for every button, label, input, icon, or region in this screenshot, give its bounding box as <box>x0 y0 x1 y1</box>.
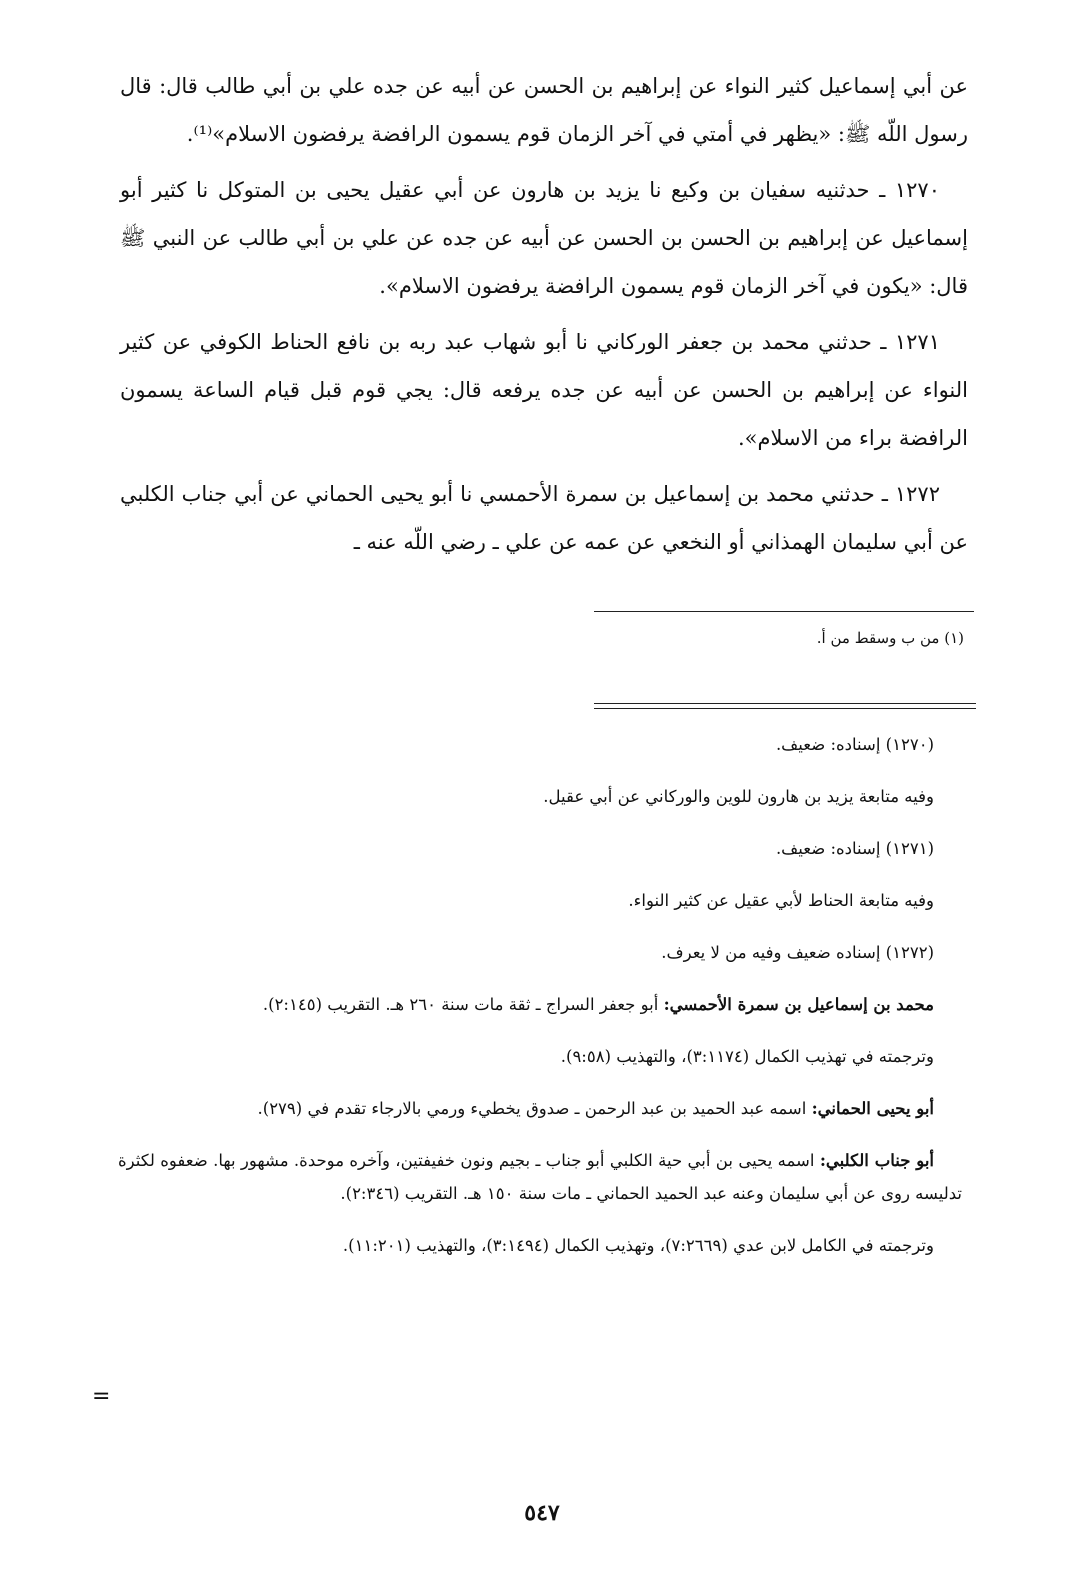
main-paragraph: عن أبي إسماعيل كثير النواء عن إبراهيم بن الحسن عن أبيه عن جده علي بن أبي طالب قال: قال رسول اللّه ﷺ: «يظهر في أمتي في آخر الزمان قوم يسمون الرافضة يرفضون الاسلام»⁽¹⁾. <box>120 74 968 146</box>
note-text: اسمه عبد الحميد بن عبد الرحمن ـ صدوق يخطيء ورمي بالارجاء تقدم في (٢٧٩). <box>257 1099 812 1118</box>
note-text: وفيه متابعة الحناط لأبي عقيل عن كثير النواء. <box>628 891 934 910</box>
note-item <box>118 1229 962 1262</box>
note-text: (١٢٧١) إسناده: ضعيف. <box>775 839 934 858</box>
note-text: أبو جعفر السراج ـ ثقة مات سنة ٢٦٠ هـ. التقريب (٢:١٤٥). <box>262 995 664 1014</box>
note-text: (١٢٧٠) إسناده: ضعيف. <box>775 735 934 754</box>
page-number: ٥٤٧ <box>524 1500 560 1526</box>
note-item <box>118 780 962 813</box>
continuation-mark: = <box>92 1384 111 1409</box>
note-item <box>118 936 962 969</box>
note-item <box>118 1040 962 1073</box>
editor-notes <box>118 728 962 1281</box>
narrator-name: محمد بن إسماعيل بن سمرة الأحمسي: <box>663 995 934 1014</box>
note-item <box>118 884 962 917</box>
footnote-divider <box>594 611 974 612</box>
notes-divider <box>594 703 976 709</box>
hadith-1271: ١٢٧١ ـ حدثني محمد بن جعفر الوركاني نا أبو شهاب عبد ربه بن نافع الحناط الكوفي عن كثير النواء عن إبراهيم بن الحسن عن أبيه عن جده يرفعه قال: يجي قوم قبل قيام الساعة يسمون الرافضة براء من الاسلام». <box>120 330 968 450</box>
note-text: (١٢٧٢) إسناده ضعيف وفيه من لا يعرف. <box>661 943 934 962</box>
note-item <box>118 832 962 865</box>
note-text: وفيه متابعة يزيد بن هارون للوين والوركاني عن أبي عقيل. <box>543 787 934 806</box>
note-text: وترجمته في تهذيب الكمال (٣:١١٧٤)، والتهذيب (٩:٥٨). <box>560 1047 934 1066</box>
hadith-1272: ١٢٧٢ ـ حدثني محمد بن إسماعيل بن سمرة الأحمسي نا أبو يحيى الحماني عن أبي جناب الكلبي عن أبي سليمان الهمذاني أو النخعي عن عمه عن علي ـ رضي اللّه عنه ـ <box>120 482 968 554</box>
narrator-name: أبو يحيى الحماني: <box>811 1099 934 1118</box>
note-item <box>118 1092 962 1125</box>
note-item <box>118 728 962 761</box>
hadith-1270: ١٢٧٠ ـ حدثنيه سفيان بن وكيع نا يزيد بن هارون عن أبي عقيل يحيى بن المتوكل نا كثير أبو إسماعيل عن إبراهيم بن الحسن بن الحسن عن أبيه عن جده عن علي بن أبي طالب عن النبي ﷺ قال: «يكون في آخر الزمان قوم يسمون الرافضة يرفضون الاسلام». <box>120 178 968 298</box>
narrator-name: أبو جناب الكلبي: <box>819 1151 935 1170</box>
note-item <box>118 988 962 1021</box>
footnote: (١) من ب وسقط من أ. <box>816 629 964 647</box>
note-item <box>118 1144 962 1210</box>
note-text: اسمه يحيى بن أبي حية الكلبي أبو جناب ـ بجيم ونون خفيفتين، وآخره موحدة. مشهور بها. ضعفوه لكثرة تدليسه روى عن أبي سليمان وعنه عبد الحميد الحماني ـ مات سنة ١٥٠ هـ. التقريب (٢:٣٤٦). <box>118 1151 962 1203</box>
note-text: وترجمته في الكامل لابن عدي (٧:٢٦٦٩)، وتهذيب الكمال (٣:١٤٩٤)، والتهذيب (١١:٢٠١). <box>342 1236 934 1255</box>
main-text <box>120 62 968 574</box>
